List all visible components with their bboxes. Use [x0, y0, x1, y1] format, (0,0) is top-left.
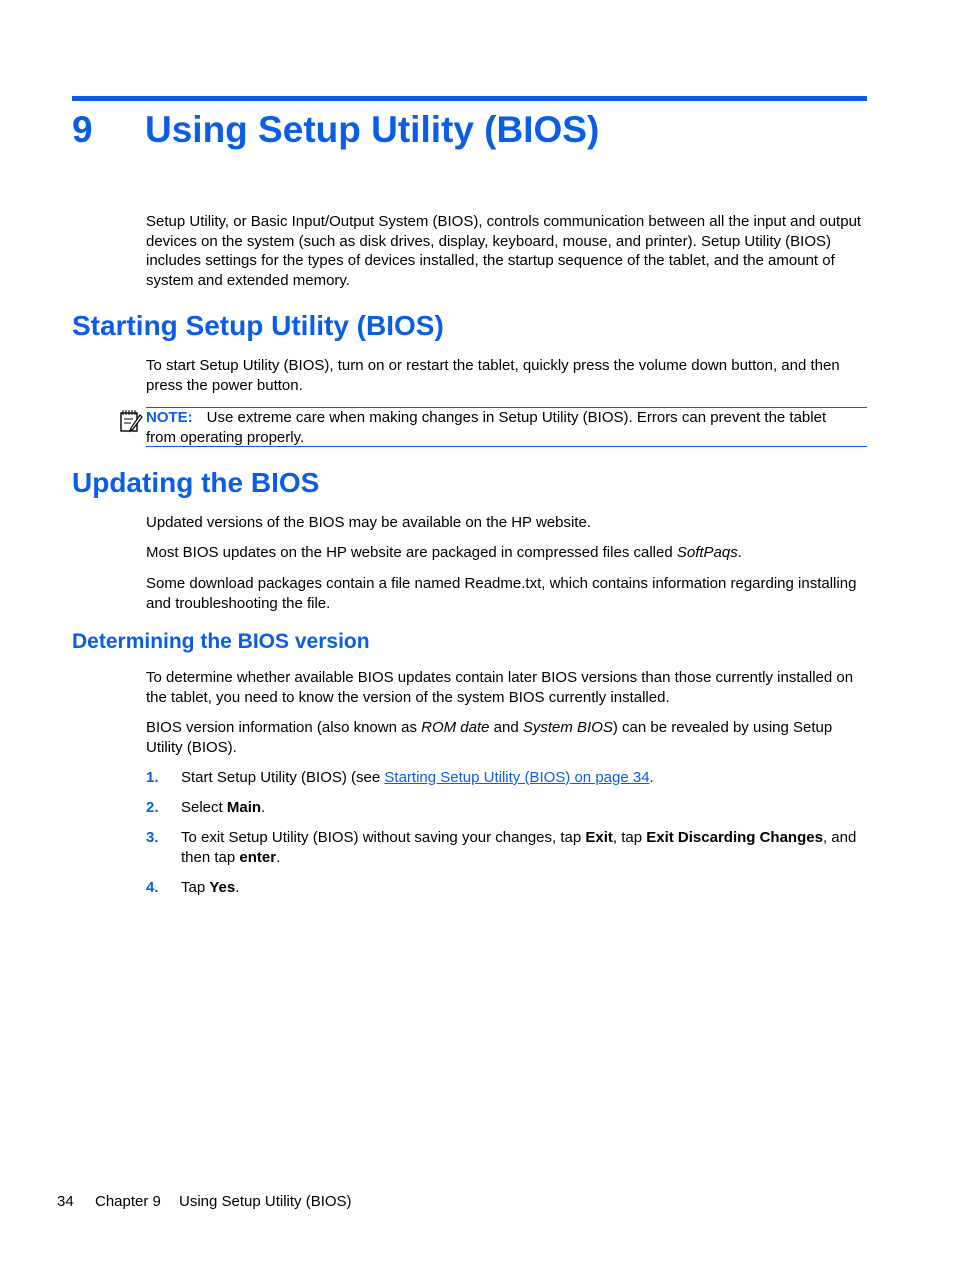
starting-setup-link[interactable]: Starting Setup Utility (BIOS) on page 34	[384, 769, 650, 786]
note-label: NOTE:	[146, 409, 193, 426]
determining-paragraph-1: To determine whether available BIOS updates contain later BIOS versions than those currently installed on the tablet, you need to know the version of the system BIOS currently installed.	[146, 669, 854, 706]
text-run: Select	[181, 799, 227, 816]
chapter-title	[72, 106, 599, 154]
section-heading-updating: Updating the BIOS	[72, 467, 320, 498]
footer-page-number: 34	[57, 1193, 74, 1210]
determining-paragraph-2	[146, 718, 868, 757]
system-bios-term: System BIOS	[522, 719, 613, 736]
chapter-title-text: Using Setup Utility (BIOS)	[145, 109, 600, 150]
step-1-text	[181, 768, 861, 788]
text-run: Most BIOS updates on the HP website are packaged in compressed files called	[146, 544, 677, 561]
footer-chapter: Chapter 9	[95, 1193, 161, 1210]
text-run: .	[235, 879, 240, 896]
rom-date-term: ROM date	[421, 719, 490, 736]
text-run: and	[489, 719, 523, 736]
text-run: Tap	[181, 879, 210, 896]
updating-paragraph-2	[146, 543, 868, 563]
starting-paragraph: To start Setup Utility (BIOS), turn on or restart the tablet, quickly press the volume down button, and then press the power button.	[146, 357, 840, 394]
main-term: Main	[226, 799, 262, 816]
section-heading-starting: Starting Setup Utility (BIOS)	[72, 310, 444, 341]
text-run: .	[649, 769, 654, 786]
chapter-number: 9	[72, 109, 93, 150]
intro-paragraph: Setup Utility, or Basic Input/Output System (BIOS), controls communication between all the input and output devices on the system (such as disk drives, display, keyboard, mouse, and printer). Setup Utility (BIOS) includes settings for the types of devices installed, the startup sequence of the tablet, and the amount of system and extended memory.	[146, 213, 862, 289]
softpaqs-term: SoftPaqs	[676, 544, 738, 561]
updating-paragraph-1: Updated versions of the BIOS may be available on the HP website.	[146, 514, 591, 531]
enter-term: enter	[239, 848, 277, 866]
footer-title: Using Setup Utility (BIOS)	[179, 1193, 352, 1210]
note-box	[146, 407, 867, 447]
text-run: .	[261, 799, 266, 816]
text-run: .	[737, 544, 742, 561]
exit-discarding-term: Exit Discarding Changes	[646, 829, 823, 846]
subsection-heading-determining: Determining the BIOS version	[72, 630, 370, 653]
text-run: ) can be revealed by using Setup Utility (BIOS).	[146, 719, 833, 756]
step-number: 2.	[146, 799, 159, 816]
step-number: 4.	[146, 879, 159, 896]
note-body: Use extreme care when making changes in Setup Utility (BIOS). Errors can prevent the tablet from operating properly.	[146, 409, 827, 446]
exit-term: Exit	[585, 829, 613, 846]
step-number: 3.	[146, 829, 159, 846]
updating-paragraph-3: Some download packages contain a file named Readme.txt, which contains information regarding installing and troubleshooting the file.	[146, 575, 857, 612]
text-run: , tap	[612, 829, 647, 846]
text-run: , and then tap	[181, 829, 857, 866]
note-icon	[118, 407, 144, 433]
text-run: To exit Setup Utility (BIOS) without saving your changes, tap	[181, 829, 586, 846]
step-4-text	[181, 878, 861, 898]
text-run: .	[276, 848, 281, 866]
note-text	[146, 408, 846, 447]
yes-term: Yes	[209, 879, 236, 896]
text-run: Start Setup Utility (BIOS) (see	[181, 769, 385, 786]
step-number: 1.	[146, 769, 159, 786]
step-3-text	[181, 828, 861, 867]
step-2-text	[181, 798, 861, 818]
chapter-rule	[72, 96, 867, 101]
text-run: BIOS version information (also known as	[146, 719, 422, 736]
